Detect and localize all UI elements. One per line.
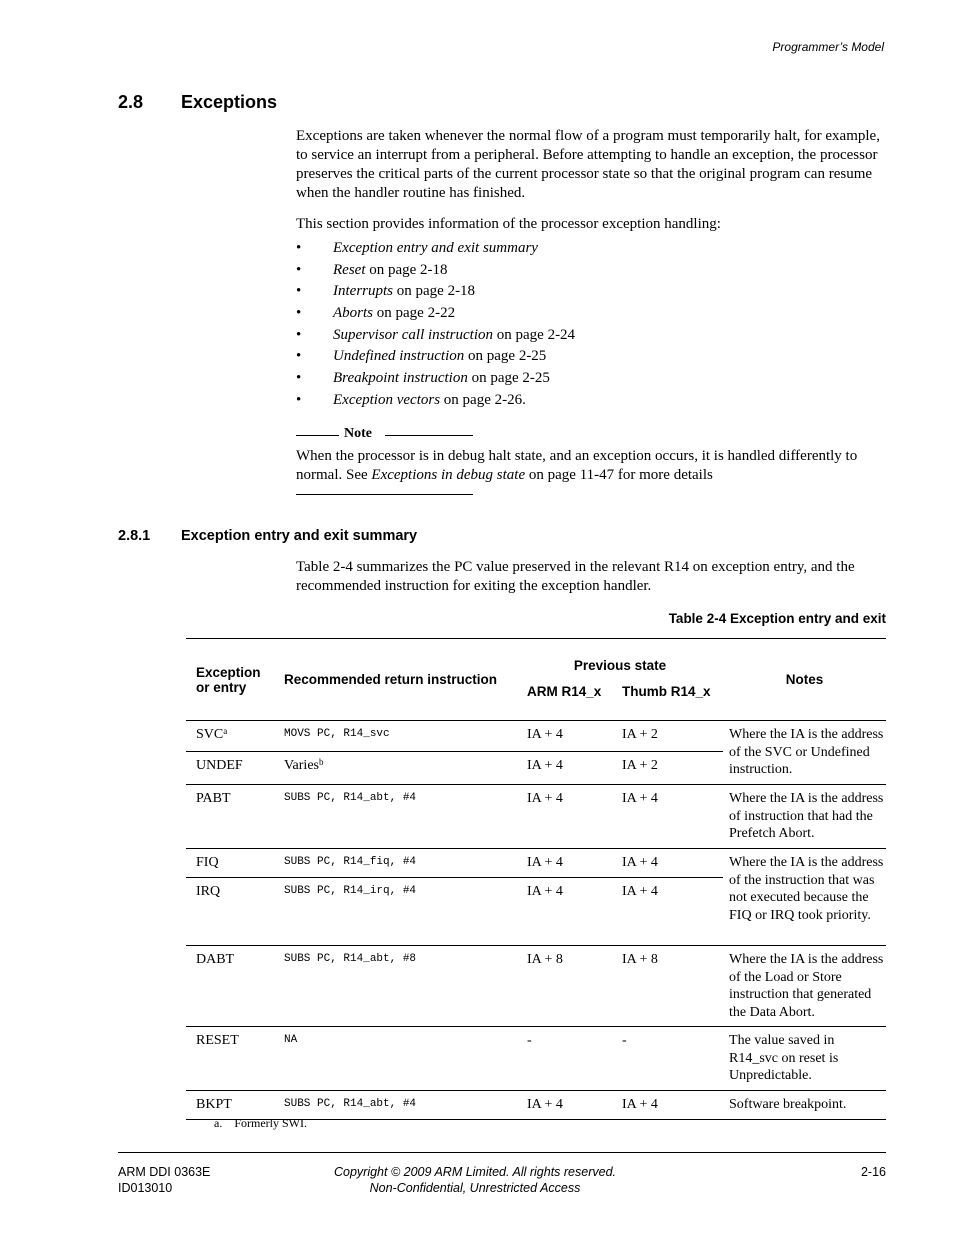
list-item xyxy=(296,259,575,281)
cell-notes: Where the IA is the address of the Load or Store instruction that generated the Data Abort. xyxy=(723,946,886,1027)
table-caption: Table 2-4 Exception entry and exit xyxy=(668,611,886,626)
cell-thumb: IA + 2 xyxy=(612,752,723,785)
cross-reference-link[interactable]: Aborts xyxy=(333,305,374,322)
table-row xyxy=(186,721,886,752)
cell-thumb: IA + 2 xyxy=(612,721,723,752)
cross-reference-link[interactable]: Supervisor call instruction xyxy=(333,326,493,343)
bullet-icon: • xyxy=(296,348,302,365)
cell-arm: - xyxy=(517,1027,612,1091)
cell-arm: IA + 4 xyxy=(517,878,612,946)
cell-instruction: SUBS PC, R14_abt, #4 xyxy=(274,785,517,849)
list-item xyxy=(296,367,575,389)
subsection-title: Exception entry and exit summary xyxy=(181,528,418,544)
access-level: Non-Confidential, Unrestricted Access xyxy=(369,1181,581,1195)
cell-instruction xyxy=(274,752,517,785)
list-item xyxy=(296,237,575,259)
cell-exception: IRQ xyxy=(186,878,274,946)
footnote-marker[interactable]: a xyxy=(223,726,228,736)
cell-exception: RESET xyxy=(186,1027,274,1091)
cell-notes: Software breakpoint. xyxy=(723,1091,886,1120)
section-number: 2.8 xyxy=(118,92,144,112)
bullet-icon: • xyxy=(296,305,302,322)
cell-arm: IA + 4 xyxy=(517,721,612,752)
page-ref: on page 2-18 xyxy=(365,261,448,278)
cell-notes: Where the IA is the address of the instruction that was not executed because the FIQ or IRQ took priority. xyxy=(723,849,886,946)
cell-exception: BKPT xyxy=(186,1091,274,1120)
page-ref: on page 2-18 xyxy=(393,283,476,300)
cell-instruction: SUBS PC, R14_abt, #8 xyxy=(274,946,517,1027)
header-thumb-r14: Thumb R14_x xyxy=(612,679,723,721)
cross-reference-link[interactable]: Exceptions in debug state xyxy=(371,467,526,483)
cell-arm: IA + 8 xyxy=(517,946,612,1027)
subsection-paragraph: Table 2-4 summarizes the PC value preserved in the relevant R14 on exception entry, and the recommended instruction for exiting the exception handler. xyxy=(296,559,855,594)
table-row xyxy=(186,785,886,849)
cell-instruction: SUBS PC, R14_fiq, #4 xyxy=(274,849,517,878)
intro-paragraph: Exceptions are taken whenever the normal flow of a program must temporarily halt, for example, to service an interrupt from a peripheral. Before attempting to handle an exception, the processor preserves the critical parts of the current processor state so that the original program can resume when the handler routine has finished. xyxy=(296,128,880,201)
doc-id: ARM DDI 0363E xyxy=(118,1165,211,1179)
cell-thumb: - xyxy=(612,1027,723,1091)
page-number: 2-16 xyxy=(860,1165,886,1179)
note-text-start: When the processor is in debug halt state, and an exception occurs, it is handled differently to normal. See xyxy=(296,448,858,483)
bullet-icon: • xyxy=(296,261,302,278)
cell-instruction: MOVS PC, R14_svc xyxy=(274,721,517,752)
list-item xyxy=(296,280,575,302)
note-label: Note xyxy=(344,426,372,441)
table-row xyxy=(186,1027,886,1091)
footnote-key: a. xyxy=(214,1116,223,1130)
running-header: Programmer’s Model xyxy=(772,40,884,54)
exception-name: SVC xyxy=(196,727,224,742)
cell-instruction: SUBS PC, R14_irq, #4 xyxy=(274,878,517,946)
issue-id: ID013010 xyxy=(118,1181,173,1195)
footnote-text: Formerly SWI. xyxy=(234,1116,307,1130)
lead-paragraph: This section provides information of the processor exception handling: xyxy=(296,216,721,232)
list-item xyxy=(296,302,575,324)
topic-list xyxy=(296,237,575,411)
footnote-marker[interactable]: b xyxy=(319,757,324,767)
footer-rule xyxy=(118,1152,886,1153)
cell-thumb: IA + 4 xyxy=(612,878,723,946)
table-footnote xyxy=(214,1116,307,1131)
bullet-icon: • xyxy=(296,283,302,300)
cell-instruction: SUBS PC, R14_abt, #4 xyxy=(274,1091,517,1120)
header-previous-state: Previous state xyxy=(517,639,723,680)
cell-exception: DABT xyxy=(186,946,274,1027)
page-ref: on page 2-22 xyxy=(373,305,456,322)
page-ref: on page 2-24 xyxy=(493,326,576,343)
page-ref: on page 2-25 xyxy=(464,348,547,365)
note-heading xyxy=(296,426,473,444)
bullet-icon: • xyxy=(296,326,302,343)
bullet-icon: • xyxy=(296,240,302,256)
note-rule-right xyxy=(385,435,473,436)
instruction-text: Varies xyxy=(284,758,319,773)
header-return-instruction: Recommended return instruction xyxy=(274,639,517,721)
cell-arm: IA + 4 xyxy=(517,785,612,849)
cell-exception: UNDEF xyxy=(186,752,274,785)
bullet-icon: • xyxy=(296,391,302,408)
cross-reference-link[interactable]: Reset xyxy=(333,261,366,278)
cell-notes: Where the IA is the address of the SVC or Undefined instruction. xyxy=(723,721,886,785)
cell-notes: The value saved in R14_svc on reset is Unpredictable. xyxy=(723,1027,886,1091)
note-text xyxy=(296,447,888,485)
note-end-rule xyxy=(296,494,473,495)
header-arm-r14: ARM R14_x xyxy=(517,679,612,721)
note-rule-left xyxy=(296,435,339,436)
list-item xyxy=(296,324,575,346)
note-text-end: on page 11-47 for more details xyxy=(525,467,713,483)
list-item xyxy=(296,345,575,367)
cross-reference-link[interactable]: Breakpoint instruction xyxy=(333,370,468,387)
cell-exception: FIQ xyxy=(186,849,274,878)
cell-thumb: IA + 4 xyxy=(612,1091,723,1120)
list-item xyxy=(296,389,575,411)
cell-arm: IA + 4 xyxy=(517,1091,612,1120)
cell-notes: Where the IA is the address of instruction that had the Prefetch Abort. xyxy=(723,785,886,849)
page-ref: on page 2-25 xyxy=(467,370,550,387)
cell-thumb: IA + 8 xyxy=(612,946,723,1027)
cell-thumb: IA + 4 xyxy=(612,849,723,878)
cell-thumb: IA + 4 xyxy=(612,785,723,849)
cross-reference-link[interactable]: Undefined instruction xyxy=(333,348,465,365)
page-ref: on page 2-26. xyxy=(440,391,526,408)
cell-exception xyxy=(186,721,274,752)
cell-exception: PABT xyxy=(186,785,274,849)
section-title: Exceptions xyxy=(181,92,278,112)
subsection-number: 2.8.1 xyxy=(118,528,151,544)
cross-reference-link[interactable]: Exception vectors xyxy=(333,391,441,408)
copyright: Copyright © 2009 ARM Limited. All rights reserved. xyxy=(333,1165,616,1179)
bullet-icon: • xyxy=(296,370,302,387)
footer-left xyxy=(118,1164,210,1196)
table-row xyxy=(186,946,886,1027)
cross-reference-link[interactable]: Interrupts xyxy=(333,283,393,300)
table-row xyxy=(186,849,886,878)
footer-center xyxy=(300,1164,650,1196)
header-notes: Notes xyxy=(723,639,886,721)
cell-instruction: NA xyxy=(274,1027,517,1091)
cell-arm: IA + 4 xyxy=(517,752,612,785)
header-exception: Exception or entry xyxy=(186,639,274,721)
cross-reference-link[interactable]: Exception entry and exit summary xyxy=(333,240,538,256)
exception-table xyxy=(186,638,886,1120)
cell-arm: IA + 4 xyxy=(517,849,612,878)
